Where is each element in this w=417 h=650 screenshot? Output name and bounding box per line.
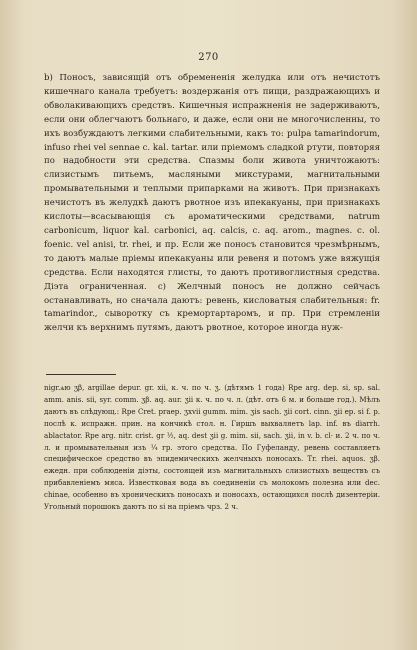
body-paragraph: b) Поносъ, зависящій отъ обремененія желудка или отъ нечистотъ кишечнаго канала требуетъ: воздержанія отъ пищи, раздражающихъ и обволакивающихъ средствъ. Кишечныя испражненія не задерживаютъ, если они облегчаютъ больнаго, и даже, если они не многочисленны, то ихъ возбуждаютъ легкими слабительными, какъ то: pulpa tamarindorum, infuso rhei vel sennae c. kal. tartar. или пріемомъ сладкой ртути, повторяя по надобности эти средства. Спазмы боли живота уничтожаютъ: слизистымъ питьемъ, масляными микстурами, магнитальными промывательными и теплыми припарками на животъ. При признакахъ нечистотъ въ желудкѣ даютъ рвотное изъ ипекакуаны, при признакахъ кислоты—всасывающія съ ароматическими средствами, natrum carbonicum, liquor kal. carbonici, aq. calcis, c. aq. arom., magnes. c. ol. foenic. vel anisi, tr. rhei, и пр. Если же поносъ становится чрезмѣрнымъ, то даютъ малые пріемы ипекакуаны или ревеня и потомъ уже вяжущія средства. Если находятся глисты, то даютъ противоглистныя средства. Діэта ограниченная. c) Желчный поносъ не должно сейчасъ останавливать, но сначала даютъ: ревень, кисловатыя слабительныя: fr. tamarindor., сыворотку съ кремортартаромъ, и пр. При стремленіи желчи къ верхнимъ путямъ, даютъ рвотное, которое иногда нуж- xyxy=(44,73,380,334)
footnote-divider xyxy=(46,374,116,375)
footnote xyxy=(44,382,380,513)
page-number: 270 xyxy=(198,52,219,63)
main-text xyxy=(44,72,380,336)
footnote-paragraph: nigr.ѧю ʒβ, argillae depur. gr. xii, к. ч. по ч. ʒ. (дѣтямъ 1 года) Rpe arg. dep. si, sp. sal. amm. anis. sii, syr. comm. ʒβ. aq. aur. ʒii к. ч. по ч. л. (дѣт. отъ 6 м. и больше год.). Мѣлъ даютъ въ слѣдующ.: Rpe Cret. praep. ʒxvii gumm. mim. ʒis sach. ʒii cort. cinn. ʒii ep. si f. p. послѣ к. испражн. прин. на кончикѣ стол. н. Гиршъ выхваляетъ lap. inf. въ diarrh. ablactator. Rpe arg. nitr. crist. gr ½, aq. dest ʒii g. mim. sii, sach. ʒii, in v. b. cl· и. 2 ч. по ч. л. и промывательныя изъ ¼ гр. этого средства. По Гуфеланду, ревень составляетъ специфическое средство въ эпидемическихъ желчныхъ поносахъ. Tr. rhei. aquos. ʒβ. ежедн. при соблюденіи діэты, состоящей изъ магнитальныхъ слизистыхъ веществъ съ прибавленіемъ мяса. Известковая вода въ соединеніи съ молокомъ полезна или dec. chinae, особенно въ хроническихъ поносахъ и поносахъ, остающихся послѣ дизентеріи. Угольный порошокъ даютъ по si на пріемъ чрз. 2 ч. xyxy=(44,383,380,512)
